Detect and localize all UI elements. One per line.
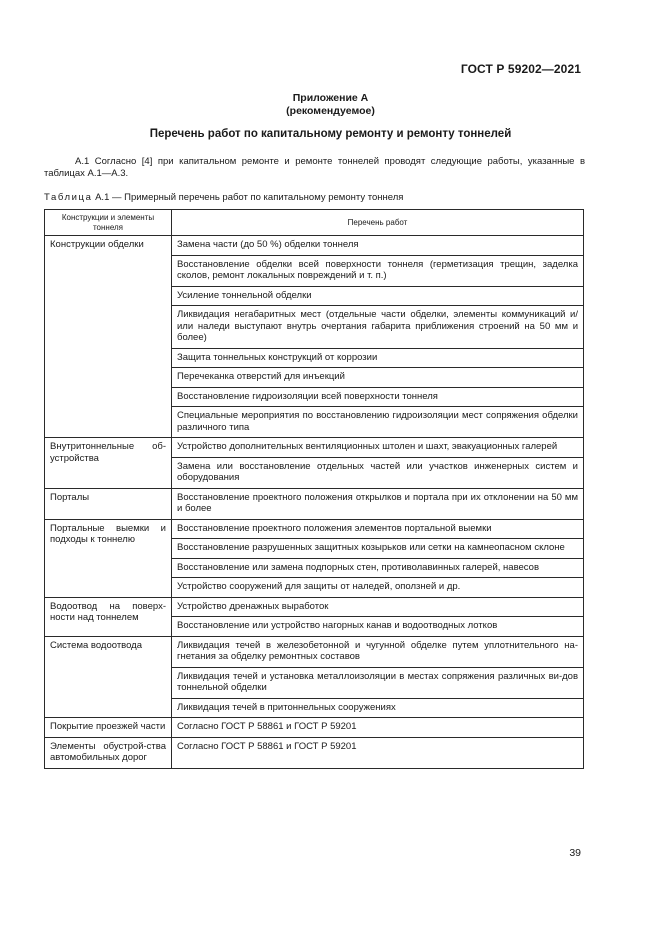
- table-caption-label: Таблица: [44, 192, 93, 203]
- column-header-structures: Конструкции и элементы тоннеля: [45, 210, 172, 236]
- work-item: Восстановление разрушенных защитных козырьков или сетки на камнеопасном склоне: [172, 539, 584, 559]
- table-header-row: [45, 210, 584, 236]
- annex-status: (рекомендуемое): [286, 105, 375, 117]
- annex-title: Приложение А: [292, 92, 369, 104]
- work-item: Защита тоннельных конструкций от коррозии: [172, 348, 584, 368]
- work-item: Ликвидация негабаритных мест (отдельные части обделки, элементы коммуникаций и/или наледи выступают внутрь очертания габарита приближения строений на 50 мм и более): [172, 306, 584, 349]
- work-item: Устройство дренажных выработок: [172, 597, 584, 617]
- standard-code: ГОСТ Р 59202—2021: [460, 62, 581, 76]
- table-row: [45, 236, 584, 256]
- structure-group-name: Элементы обустрой-ства автомобильных дорог: [45, 737, 172, 768]
- work-item: Ликвидация течей в притоннельных сооружениях: [172, 698, 584, 718]
- work-item: Согласно ГОСТ Р 58861 и ГОСТ Р 59201: [172, 737, 584, 768]
- table-row: [45, 438, 584, 458]
- work-item: Специальные мероприятия по восстановлению гидроизоляции мест сопряжения обделки различного типа: [172, 407, 584, 438]
- table-row: [45, 718, 584, 738]
- work-item: Восстановление или устройство нагорных канав и водоотводных лотков: [172, 617, 584, 637]
- work-item: Восстановление обделки всей поверхности тоннеля (герметизация трещин, заделка сколов, ремонт локальных повреждений и т. п.): [172, 255, 584, 286]
- work-item: Ликвидация течей в железобетонной и чугунной обделке путем уплотнительного на-гнетания за обделку ремонтных составов: [172, 636, 584, 667]
- structure-group-name: Внутритоннельные об-устройства: [45, 438, 172, 489]
- work-item: Восстановление проектного положения открылков и портала при их отклонении на 50 мм и более: [172, 488, 584, 519]
- work-item: Перечеканка отверстий для инъекций: [172, 368, 584, 388]
- table-row: [45, 737, 584, 768]
- column-header-works: Перечень работ: [172, 210, 584, 236]
- intro-paragraph: А.1 Согласно [4] при капитальном ремонте и ремонте тоннелей проводят следующие работы, указанные в таблицах А.1—А.3.: [44, 156, 585, 179]
- page-title: Перечень работ по капитальному ремонту и ремонту тоннелей: [149, 128, 512, 140]
- table-caption-text: А.1 — Примерный перечень работ по капитальному ремонту тоннеля: [92, 192, 404, 203]
- work-item: Устройство дополнительных вентиляционных штолен и шахт, эвакуационных галерей: [172, 438, 584, 458]
- table-row: [45, 636, 584, 667]
- structure-group-name: Водоотвод на поверх-ности над тоннелем: [45, 597, 172, 636]
- structure-group-name: Покрытие проезжей части: [45, 718, 172, 738]
- structure-group-name: Порталы: [45, 488, 172, 519]
- table-row: [45, 488, 584, 519]
- works-table: [44, 209, 584, 769]
- work-item: Устройство сооружений для защиты от наледей, оползней и др.: [172, 578, 584, 598]
- structure-group-name: Конструкции обделки: [45, 236, 172, 438]
- structure-group-name: Система водоотвода: [45, 636, 172, 718]
- table-caption: [44, 192, 403, 203]
- work-item: Восстановление проектного положения элементов портальной выемки: [172, 519, 584, 539]
- work-item: Восстановление гидроизоляции всей поверхности тоннеля: [172, 387, 584, 407]
- annex-heading: [0, 92, 661, 118]
- structure-group-name: Портальные выемки и подходы к тоннелю: [45, 519, 172, 597]
- work-item: Ликвидация течей и установка металлоизоляции в местах сопряжения различных ви-дов тоннельной обделки: [172, 667, 584, 698]
- table-body: [45, 236, 584, 769]
- work-item: Усиление тоннельной обделки: [172, 286, 584, 306]
- page-number: 39: [569, 847, 581, 859]
- work-item: Согласно ГОСТ Р 58861 и ГОСТ Р 59201: [172, 718, 584, 738]
- table-row: [45, 519, 584, 539]
- work-item: Замена части (до 50 %) обделки тоннеля: [172, 236, 584, 256]
- work-item: Восстановление или замена подпорных стен, противолавинных галерей, навесов: [172, 558, 584, 578]
- table-row: [45, 597, 584, 617]
- work-item: Замена или восстановление отдельных частей или участков инженерных систем и оборудования: [172, 457, 584, 488]
